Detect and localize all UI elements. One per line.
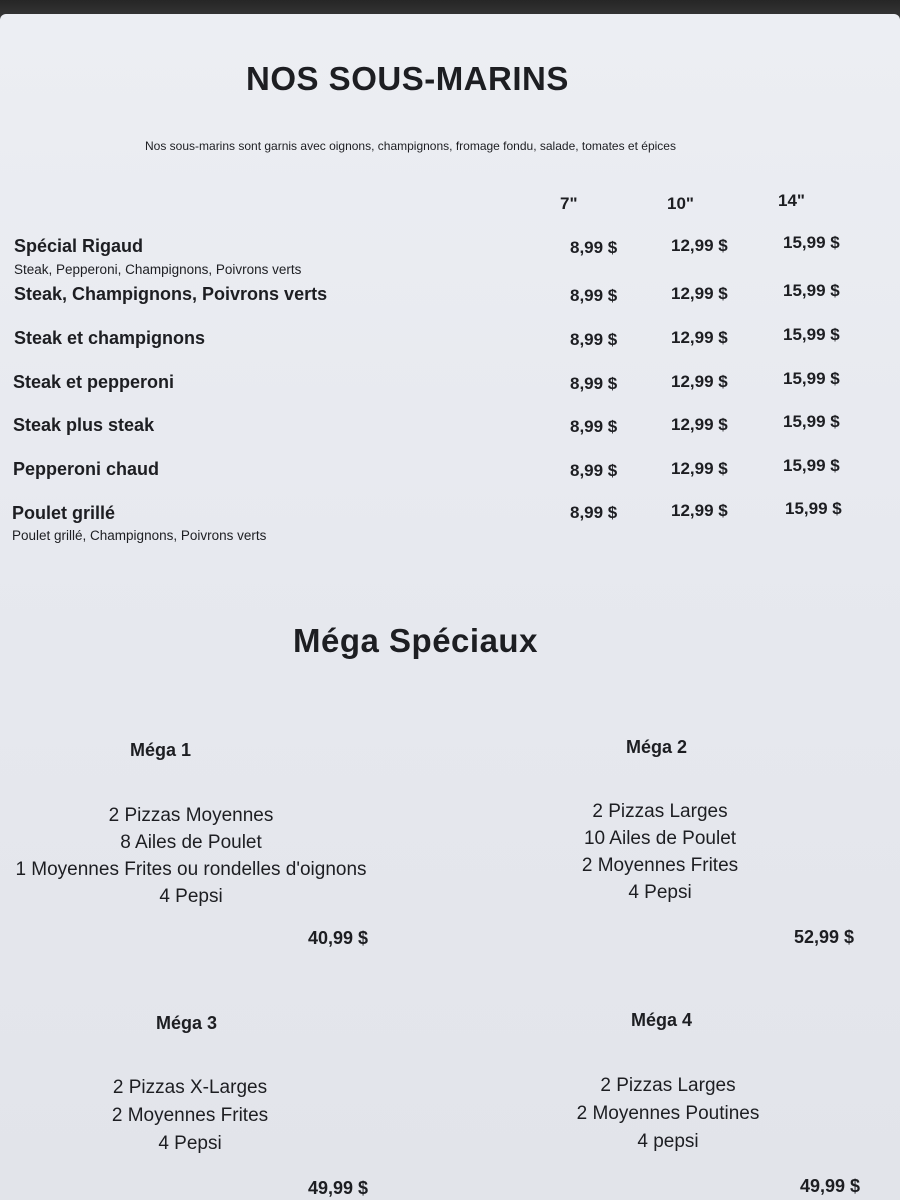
mega-line: 4 Pepsi (628, 882, 692, 903)
price-14: 15,99 $ (783, 369, 840, 388)
mega-line: 4 Pepsi (159, 886, 223, 907)
intro-text: Nos sous-marins sont garnis avec oignons, champignons, fromage fondu, salade, tomates et épices (145, 139, 676, 153)
mega-price: 49,99 $ (800, 1176, 861, 1196)
mega-contents (540, 798, 780, 906)
price-7: 8,99 $ (570, 461, 618, 480)
price-7: 8,99 $ (570, 286, 618, 305)
mega-price: 52,99 $ (794, 927, 855, 947)
price-14: 15,99 $ (783, 412, 840, 431)
price-10: 12,99 $ (671, 372, 728, 391)
mega-section-title: Méga Spéciaux (293, 622, 538, 659)
menu-page (0, 14, 900, 1200)
price-10: 12,99 $ (671, 415, 728, 434)
mega-line: 2 Moyennes Frites (581, 855, 739, 876)
item-name: Steak plus steak (13, 415, 155, 435)
price-10: 12,99 $ (671, 459, 728, 478)
item-name: Steak et pepperoni (13, 372, 175, 392)
mega-title: Méga 4 (631, 1010, 693, 1030)
price-14: 15,99 $ (783, 281, 840, 300)
mega-contents (0, 802, 382, 910)
mega-line: 2 Pizzas X-Larges (112, 1077, 268, 1098)
price-10: 12,99 $ (671, 284, 728, 303)
mega-contents (548, 1072, 788, 1156)
price-7: 8,99 $ (570, 330, 618, 349)
mega-line: 8 Ailes de Poulet (120, 832, 262, 853)
price-14: 15,99 $ (783, 456, 840, 475)
mega-line: 4 pepsi (637, 1131, 699, 1152)
size-header-10: 10" (667, 194, 694, 213)
mega-title: Méga 3 (156, 1013, 218, 1033)
mega-price: 40,99 $ (308, 928, 369, 948)
price-7: 8,99 $ (570, 238, 618, 257)
item-name: Spécial Rigaud (14, 236, 144, 256)
item-desc: Poulet grillé, Champignons, Poivrons verts (12, 528, 267, 543)
item-name: Steak et champignons (14, 328, 206, 348)
price-14: 15,99 $ (783, 325, 840, 344)
mega-line: 2 Moyennes Poutines (576, 1103, 760, 1124)
item-name: Pepperoni chaud (13, 459, 160, 479)
size-header-14: 14" (778, 191, 805, 210)
price-7: 8,99 $ (570, 503, 618, 522)
price-7: 8,99 $ (570, 417, 618, 436)
item-desc: Steak, Pepperoni, Champignons, Poivrons verts (14, 262, 302, 277)
mega-line: 2 Pizzas Larges (600, 1075, 736, 1096)
mega-line: 2 Pizzas Moyennes (108, 805, 274, 826)
price-10: 12,99 $ (671, 328, 728, 347)
mega-title: Méga 2 (626, 737, 688, 757)
price-14: 15,99 $ (783, 233, 840, 252)
price-7: 8,99 $ (570, 374, 618, 393)
mega-line: 10 Ailes de Poulet (583, 828, 737, 849)
price-10: 12,99 $ (671, 236, 728, 255)
item-name: Steak, Champignons, Poivrons verts (14, 284, 328, 304)
mega-price: 49,99 $ (308, 1178, 369, 1198)
item-name: Poulet grillé (12, 503, 116, 523)
mega-contents (80, 1074, 300, 1158)
mega-title: Méga 1 (130, 740, 192, 760)
mega-line: 4 Pepsi (158, 1133, 222, 1154)
mega-line: 2 Moyennes Frites (111, 1105, 269, 1126)
mega-line: 2 Pizzas Larges (592, 801, 728, 822)
price-10: 12,99 $ (671, 501, 728, 520)
price-14: 15,99 $ (785, 499, 842, 518)
size-header-7: 7" (560, 194, 578, 213)
section-title: NOS SOUS-MARINS (246, 60, 569, 97)
mega-line: 1 Moyennes Frites ou rondelles d'oignons (15, 859, 367, 880)
